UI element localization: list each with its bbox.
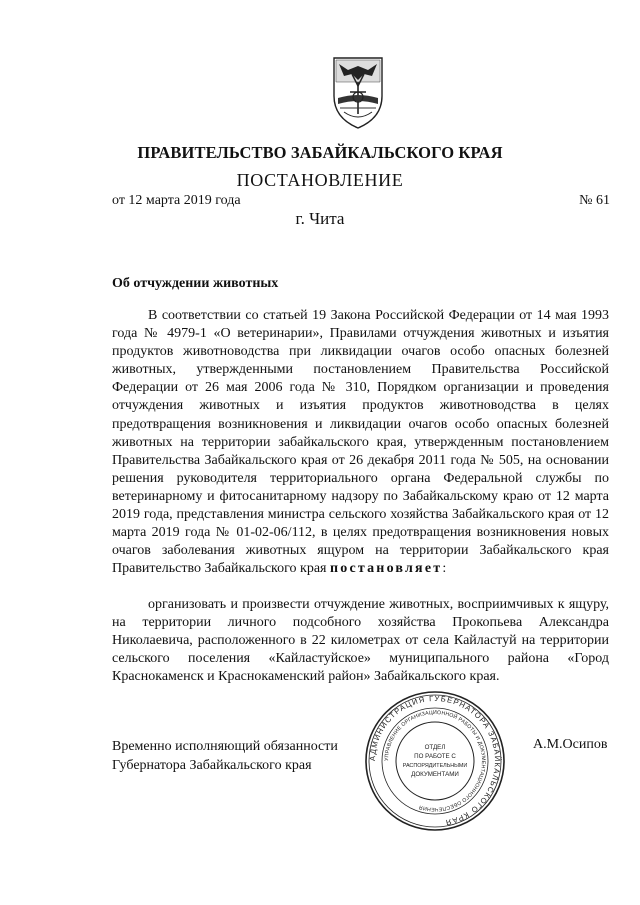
stamp-center-line-2: ПО РАБОТЕ С [414,753,456,760]
signatory-name: А.М.Осипов [533,737,608,752]
official-stamp [364,690,506,832]
decree-word: постановляет [329,561,443,577]
stamp-inner-ring-text: УПРАВЛЕНИЕ ОРГАНИЗАЦИОННОЙ РАБОТЫ И ДОКУМЕНТАЦИОННОГО ОБЕСПЕЧЕНИЯ [383,709,487,813]
document-number: № 61 [579,193,610,208]
stamp-center-line-4: ДОКУМЕНТАМИ [411,771,459,778]
decree-colon: : [442,561,447,577]
stamp-ring-text: АДМИНИСТРАЦИЯ ГУБЕРНАТОРА ЗАБАЙКАЛЬСКОГО КРАЯ [367,693,503,828]
organization-title: ПРАВИТЕЛЬСТВО ЗАБАЙКАЛЬСКОГО КРАЯ [137,143,503,162]
svg-text:УПРАВЛЕНИЕ ОРГАНИЗАЦИОННОЙ РАБ [384,710,486,812]
stamp-center-line-3: РАСПОРЯДИТЕЛЬНЫМИ [402,763,468,769]
signatory-position-line-1: Временно исполняющий обязанности [112,739,338,754]
document-type: ПОСТАНОВЛЕНИЕ [236,170,404,190]
document-city: г. Чита [295,209,345,228]
preamble-text: В соответствии со статьей 19 Закона Российской Федерации от 14 мая 1993 года № 4979-1 «О ветеринарии», Правилами отчуждения животных и изъятия продуктов животноводства при ликвидации очагов особо опасных болезней животных, утвержденными постановлением Правительства Российской Федерации от 26 мая 2006 года № 310, Порядком организации и проведения отчуждения животных и изъятия продуктов животноводства в целях предотвращения возникновения и ликвидации очагов особо опасных болезней животных на территории забайкальского края, утвержденным постановлением Правительства Забайкальского края от 26 декабря 2011 года № 505, на основании решения руководителя территориального органа Федеральной службы по ветеринарному и фитосанитарному надзору по Забайкальскому краю от 12 марта 2019 года, представления министра сельского хозяйства Забайкальского края от 12 марта 2019 года № 01-02-06/112, в целях предотвращения возникновения новых очагов заболевания животных ящуром на территории Забайкальского края Правительство Забайкальского края [112,308,609,577]
body-paragraph-decision: организовать и произвести отчуждение животных, восприимчивых к ящуру, на территории личного подсобного хозяйства Прокопьева Александра Николаевича, расположенного в 22 километрах от села Кайластуй на территории сельского поселения «Кайластуйское» муниципального района «Город Краснокаменск и Краснокаменский район» Забайкальского края. [112,597,609,685]
stamp-center-line-1: ОТДЕЛ [424,744,446,751]
document-subject: Об отчуждении животных [112,276,279,291]
signatory-position [112,737,338,775]
body-paragraph-preamble [112,307,609,578]
coat-of-arms-emblem [326,52,390,132]
document-date: от 12 марта 2019 года [112,193,241,208]
signatory-position-line-2: Губернатора Забайкальского края [112,758,312,773]
